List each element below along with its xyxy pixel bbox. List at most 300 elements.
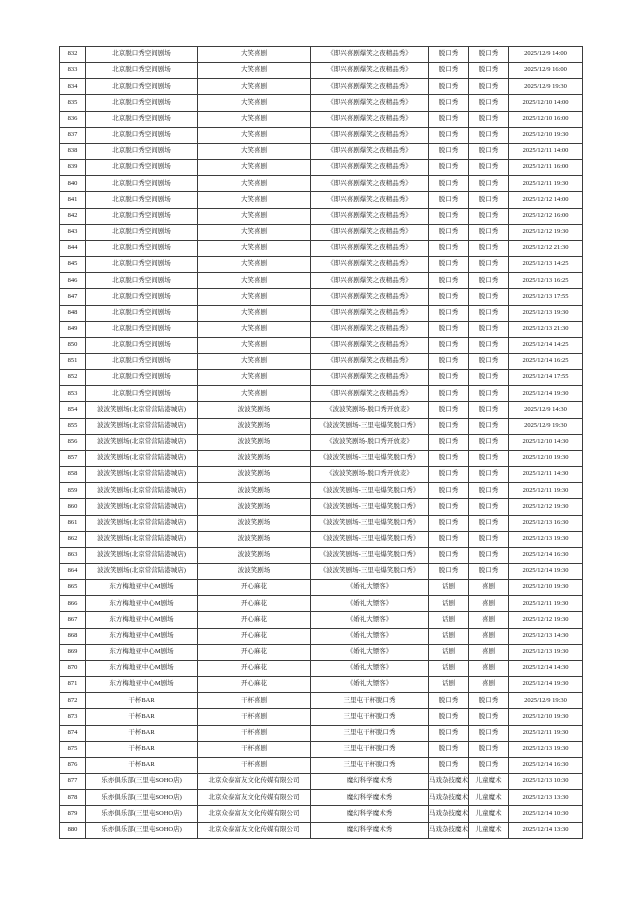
- datetime-cell: 2025/12/14 19:30: [509, 677, 583, 693]
- category-cell: 脱口秀: [429, 192, 469, 208]
- subcategory-cell: 脱口秀: [469, 289, 509, 305]
- subcategory-cell: 脱口秀: [469, 547, 509, 563]
- show-title-cell: 《即兴喜剧爆笑之夜精品秀》: [311, 386, 429, 402]
- subcategory-cell: 脱口秀: [469, 47, 509, 63]
- subcategory-cell: 喜剧: [469, 596, 509, 612]
- troupe-cell: 开心麻花: [198, 596, 311, 612]
- troupe-cell: 大笑喜剧: [198, 63, 311, 79]
- datetime-cell: 2025/12/10 14:30: [509, 434, 583, 450]
- row-number-cell: 862: [60, 531, 86, 547]
- troupe-cell: 干杯喜剧: [198, 741, 311, 757]
- show-title-cell: 《波波笑剧场-三里屯爆笑脱口秀》: [311, 515, 429, 531]
- category-cell: 脱口秀: [429, 725, 469, 741]
- troupe-cell: 开心麻花: [198, 580, 311, 596]
- show-title-cell: 魔幻科学魔术秀: [311, 806, 429, 822]
- table-row: [60, 95, 583, 111]
- category-cell: 脱口秀: [429, 467, 469, 483]
- row-number-cell: 869: [60, 644, 86, 660]
- category-cell: 脱口秀: [429, 450, 469, 466]
- show-title-cell: 《婚礼大镖客》: [311, 596, 429, 612]
- category-cell: 脱口秀: [429, 127, 469, 143]
- show-title-cell: 《波波笑剧场-三里屯爆笑脱口秀》: [311, 483, 429, 499]
- show-title-cell: 《婚礼大镖客》: [311, 677, 429, 693]
- row-number-cell: 849: [60, 321, 86, 337]
- table-row: [60, 370, 583, 386]
- subcategory-cell: 脱口秀: [469, 531, 509, 547]
- subcategory-cell: 儿童魔术: [469, 774, 509, 790]
- row-number-cell: 866: [60, 596, 86, 612]
- venue-cell: 波波笑剧场(北京常营陆港城店): [86, 467, 198, 483]
- row-number-cell: 868: [60, 628, 86, 644]
- subcategory-cell: 脱口秀: [469, 79, 509, 95]
- subcategory-cell: 脱口秀: [469, 192, 509, 208]
- troupe-cell: 大笑喜剧: [198, 208, 311, 224]
- table-row: [60, 208, 583, 224]
- row-number-cell: 856: [60, 434, 86, 450]
- datetime-cell: 2025/12/13 16:30: [509, 515, 583, 531]
- show-title-cell: 《即兴喜剧爆笑之夜精品秀》: [311, 273, 429, 289]
- show-title-cell: 三里屯干杯脱口秀: [311, 757, 429, 773]
- venue-cell: 北京脱口秀空间剧场: [86, 95, 198, 111]
- category-cell: 脱口秀: [429, 693, 469, 709]
- subcategory-cell: 脱口秀: [469, 402, 509, 418]
- category-cell: 脱口秀: [429, 79, 469, 95]
- row-number-cell: 854: [60, 402, 86, 418]
- troupe-cell: 大笑喜剧: [198, 305, 311, 321]
- table-row: [60, 240, 583, 256]
- datetime-cell: 2025/12/13 17:55: [509, 289, 583, 305]
- troupe-cell: 开心麻花: [198, 677, 311, 693]
- row-number-cell: 858: [60, 467, 86, 483]
- table-row: [60, 822, 583, 838]
- subcategory-cell: 脱口秀: [469, 208, 509, 224]
- row-number-cell: 850: [60, 337, 86, 353]
- datetime-cell: 2025/12/10 16:00: [509, 111, 583, 127]
- row-number-cell: 864: [60, 564, 86, 580]
- table-row: [60, 580, 583, 596]
- datetime-cell: 2025/12/13 14:25: [509, 257, 583, 273]
- subcategory-cell: 喜剧: [469, 628, 509, 644]
- troupe-cell: 开心麻花: [198, 628, 311, 644]
- category-cell: 马戏杂技魔术: [429, 822, 469, 838]
- category-cell: 脱口秀: [429, 143, 469, 159]
- table-row: [60, 709, 583, 725]
- troupe-cell: 波波笑剧场: [198, 450, 311, 466]
- show-title-cell: 《即兴喜剧爆笑之夜精品秀》: [311, 257, 429, 273]
- venue-cell: 干杯BAR: [86, 709, 198, 725]
- venue-cell: 北京脱口秀空间剧场: [86, 289, 198, 305]
- row-number-cell: 843: [60, 224, 86, 240]
- show-title-cell: 魔幻科学魔术秀: [311, 774, 429, 790]
- datetime-cell: 2025/12/11 19:30: [509, 483, 583, 499]
- subcategory-cell: 脱口秀: [469, 111, 509, 127]
- venue-cell: 东方梅地亚中心M剧场: [86, 644, 198, 660]
- troupe-cell: 开心麻花: [198, 660, 311, 676]
- table-row: [60, 273, 583, 289]
- subcategory-cell: 儿童魔术: [469, 790, 509, 806]
- subcategory-cell: 脱口秀: [469, 418, 509, 434]
- datetime-cell: 2025/12/11 14:00: [509, 143, 583, 159]
- row-number-cell: 841: [60, 192, 86, 208]
- table-row: [60, 531, 583, 547]
- venue-cell: 北京脱口秀空间剧场: [86, 63, 198, 79]
- show-title-cell: 《婚礼大镖客》: [311, 644, 429, 660]
- row-number-cell: 861: [60, 515, 86, 531]
- datetime-cell: 2025/12/14 19:30: [509, 564, 583, 580]
- row-number-cell: 879: [60, 806, 86, 822]
- show-title-cell: 《波波笑剧场-脱口秀开放麦》: [311, 467, 429, 483]
- troupe-cell: 大笑喜剧: [198, 143, 311, 159]
- venue-cell: 波波笑剧场(北京常营陆港城店): [86, 402, 198, 418]
- row-number-cell: 857: [60, 450, 86, 466]
- category-cell: 脱口秀: [429, 757, 469, 773]
- show-title-cell: 《即兴喜剧爆笑之夜精品秀》: [311, 95, 429, 111]
- troupe-cell: 波波笑剧场: [198, 467, 311, 483]
- row-number-cell: 832: [60, 47, 86, 63]
- table-row: [60, 515, 583, 531]
- category-cell: 脱口秀: [429, 47, 469, 63]
- troupe-cell: 大笑喜剧: [198, 289, 311, 305]
- category-cell: 脱口秀: [429, 176, 469, 192]
- show-title-cell: 《波波笑剧场-三里屯爆笑脱口秀》: [311, 499, 429, 515]
- subcategory-cell: 脱口秀: [469, 483, 509, 499]
- venue-cell: 干杯BAR: [86, 757, 198, 773]
- category-cell: 脱口秀: [429, 240, 469, 256]
- datetime-cell: 2025/12/10 14:00: [509, 95, 583, 111]
- datetime-cell: 2025/12/11 19:30: [509, 725, 583, 741]
- troupe-cell: 干杯喜剧: [198, 709, 311, 725]
- troupe-cell: 波波笑剧场: [198, 547, 311, 563]
- troupe-cell: 大笑喜剧: [198, 127, 311, 143]
- show-title-cell: 《即兴喜剧爆笑之夜精品秀》: [311, 79, 429, 95]
- datetime-cell: 2025/12/12 21:30: [509, 240, 583, 256]
- table-row: [60, 321, 583, 337]
- subcategory-cell: 喜剧: [469, 580, 509, 596]
- row-number-cell: 845: [60, 257, 86, 273]
- category-cell: 脱口秀: [429, 499, 469, 515]
- category-cell: 脱口秀: [429, 402, 469, 418]
- table-row: [60, 434, 583, 450]
- row-number-cell: 855: [60, 418, 86, 434]
- subcategory-cell: 儿童魔术: [469, 806, 509, 822]
- category-cell: 脱口秀: [429, 531, 469, 547]
- show-title-cell: 《即兴喜剧爆笑之夜精品秀》: [311, 289, 429, 305]
- row-number-cell: 837: [60, 127, 86, 143]
- row-number-cell: 853: [60, 386, 86, 402]
- datetime-cell: 2025/12/14 10:30: [509, 806, 583, 822]
- row-number-cell: 878: [60, 790, 86, 806]
- troupe-cell: 北京众泰富友文化传媒有限公司: [198, 790, 311, 806]
- category-cell: 脱口秀: [429, 337, 469, 353]
- category-cell: 脱口秀: [429, 709, 469, 725]
- show-title-cell: 《即兴喜剧爆笑之夜精品秀》: [311, 305, 429, 321]
- subcategory-cell: 脱口秀: [469, 353, 509, 369]
- venue-cell: 北京脱口秀空间剧场: [86, 321, 198, 337]
- subcategory-cell: 喜剧: [469, 644, 509, 660]
- category-cell: 脱口秀: [429, 111, 469, 127]
- category-cell: 脱口秀: [429, 63, 469, 79]
- troupe-cell: 大笑喜剧: [198, 386, 311, 402]
- datetime-cell: 2025/12/11 19:30: [509, 176, 583, 192]
- troupe-cell: 大笑喜剧: [198, 160, 311, 176]
- show-title-cell: 《即兴喜剧爆笑之夜精品秀》: [311, 160, 429, 176]
- venue-cell: 乐亦俱乐部(三里屯SOHO店): [86, 822, 198, 838]
- category-cell: 脱口秀: [429, 289, 469, 305]
- troupe-cell: 波波笑剧场: [198, 515, 311, 531]
- venue-cell: 北京脱口秀空间剧场: [86, 257, 198, 273]
- table-row: [60, 757, 583, 773]
- venue-cell: 北京脱口秀空间剧场: [86, 192, 198, 208]
- datetime-cell: 2025/12/14 19:30: [509, 386, 583, 402]
- datetime-cell: 2025/12/13 19:30: [509, 531, 583, 547]
- troupe-cell: 北京众泰富友文化传媒有限公司: [198, 822, 311, 838]
- table-row: [60, 127, 583, 143]
- subcategory-cell: 脱口秀: [469, 370, 509, 386]
- troupe-cell: 大笑喜剧: [198, 95, 311, 111]
- troupe-cell: 大笑喜剧: [198, 224, 311, 240]
- venue-cell: 波波笑剧场(北京常营陆港城店): [86, 483, 198, 499]
- datetime-cell: 2025/12/10 19:30: [509, 127, 583, 143]
- table-row: [60, 741, 583, 757]
- venue-cell: 乐亦俱乐部(三里屯SOHO店): [86, 806, 198, 822]
- subcategory-cell: 脱口秀: [469, 693, 509, 709]
- table-row: [60, 725, 583, 741]
- datetime-cell: 2025/12/11 14:30: [509, 467, 583, 483]
- category-cell: 脱口秀: [429, 257, 469, 273]
- venue-cell: 东方梅地亚中心M剧场: [86, 612, 198, 628]
- row-number-cell: 875: [60, 741, 86, 757]
- subcategory-cell: 喜剧: [469, 660, 509, 676]
- row-number-cell: 840: [60, 176, 86, 192]
- category-cell: 脱口秀: [429, 418, 469, 434]
- table-row: [60, 483, 583, 499]
- datetime-cell: 2025/12/13 13:30: [509, 790, 583, 806]
- row-number-cell: 880: [60, 822, 86, 838]
- category-cell: 脱口秀: [429, 353, 469, 369]
- show-title-cell: 《即兴喜剧爆笑之夜精品秀》: [311, 224, 429, 240]
- table-row: [60, 564, 583, 580]
- show-title-cell: 《婚礼大镖客》: [311, 660, 429, 676]
- venue-cell: 北京脱口秀空间剧场: [86, 353, 198, 369]
- show-title-cell: 《即兴喜剧爆笑之夜精品秀》: [311, 192, 429, 208]
- show-title-cell: 《婚礼大镖客》: [311, 580, 429, 596]
- row-number-cell: 834: [60, 79, 86, 95]
- datetime-cell: 2025/12/12 19:30: [509, 224, 583, 240]
- row-number-cell: 876: [60, 757, 86, 773]
- subcategory-cell: 脱口秀: [469, 337, 509, 353]
- datetime-cell: 2025/12/14 14:30: [509, 660, 583, 676]
- show-title-cell: 《婚礼大镖客》: [311, 628, 429, 644]
- row-number-cell: 851: [60, 353, 86, 369]
- show-title-cell: 魔幻科学魔术秀: [311, 822, 429, 838]
- row-number-cell: 870: [60, 660, 86, 676]
- show-title-cell: 《婚礼大镖客》: [311, 612, 429, 628]
- troupe-cell: 波波笑剧场: [198, 434, 311, 450]
- venue-cell: 波波笑剧场(北京常营陆港城店): [86, 564, 198, 580]
- subcategory-cell: 脱口秀: [469, 240, 509, 256]
- troupe-cell: 波波笑剧场: [198, 402, 311, 418]
- row-number-cell: 847: [60, 289, 86, 305]
- venue-cell: 北京脱口秀空间剧场: [86, 224, 198, 240]
- row-number-cell: 839: [60, 160, 86, 176]
- row-number-cell: 848: [60, 305, 86, 321]
- venue-cell: 北京脱口秀空间剧场: [86, 386, 198, 402]
- table-row: [60, 450, 583, 466]
- datetime-cell: 2025/12/10 19:30: [509, 709, 583, 725]
- venue-cell: 波波笑剧场(北京常营陆港城店): [86, 515, 198, 531]
- venue-cell: 东方梅地亚中心M剧场: [86, 660, 198, 676]
- category-cell: 话剧: [429, 612, 469, 628]
- table-row: [60, 806, 583, 822]
- subcategory-cell: 脱口秀: [469, 564, 509, 580]
- table-row: [60, 499, 583, 515]
- row-number-cell: 836: [60, 111, 86, 127]
- table-row: [60, 143, 583, 159]
- show-title-cell: 《波波笑剧场-三里屯爆笑脱口秀》: [311, 547, 429, 563]
- datetime-cell: 2025/12/13 19:30: [509, 741, 583, 757]
- subcategory-cell: 脱口秀: [469, 143, 509, 159]
- table-row: [60, 547, 583, 563]
- table-row: [60, 644, 583, 660]
- row-number-cell: 838: [60, 143, 86, 159]
- row-number-cell: 860: [60, 499, 86, 515]
- datetime-cell: 2025/12/10 19:30: [509, 580, 583, 596]
- datetime-cell: 2025/12/12 19:30: [509, 612, 583, 628]
- venue-cell: 乐亦俱乐部(三里屯SOHO店): [86, 774, 198, 790]
- show-title-cell: 三里屯干杯脱口秀: [311, 741, 429, 757]
- show-title-cell: 《即兴喜剧爆笑之夜精品秀》: [311, 47, 429, 63]
- troupe-cell: 大笑喜剧: [198, 176, 311, 192]
- row-number-cell: 859: [60, 483, 86, 499]
- venue-cell: 干杯BAR: [86, 725, 198, 741]
- row-number-cell: 872: [60, 693, 86, 709]
- table-row: [60, 47, 583, 63]
- show-title-cell: 魔幻科学魔术秀: [311, 790, 429, 806]
- category-cell: 脱口秀: [429, 160, 469, 176]
- subcategory-cell: 脱口秀: [469, 741, 509, 757]
- venue-cell: 东方梅地亚中心M剧场: [86, 580, 198, 596]
- row-number-cell: 865: [60, 580, 86, 596]
- venue-cell: 北京脱口秀空间剧场: [86, 273, 198, 289]
- table-row: [60, 111, 583, 127]
- category-cell: 脱口秀: [429, 515, 469, 531]
- subcategory-cell: 脱口秀: [469, 273, 509, 289]
- row-number-cell: 871: [60, 677, 86, 693]
- show-title-cell: 《即兴喜剧爆笑之夜精品秀》: [311, 208, 429, 224]
- show-title-cell: 《即兴喜剧爆笑之夜精品秀》: [311, 353, 429, 369]
- venue-cell: 北京脱口秀空间剧场: [86, 370, 198, 386]
- datetime-cell: 2025/12/14 16:25: [509, 353, 583, 369]
- troupe-cell: 干杯喜剧: [198, 725, 311, 741]
- subcategory-cell: 脱口秀: [469, 224, 509, 240]
- venue-cell: 东方梅地亚中心M剧场: [86, 628, 198, 644]
- venue-cell: 乐亦俱乐部(三里屯SOHO店): [86, 790, 198, 806]
- show-title-cell: 《即兴喜剧爆笑之夜精品秀》: [311, 337, 429, 353]
- table-row: [60, 176, 583, 192]
- venue-cell: 干杯BAR: [86, 693, 198, 709]
- troupe-cell: 大笑喜剧: [198, 79, 311, 95]
- troupe-cell: 干杯喜剧: [198, 757, 311, 773]
- show-title-cell: 《波波笑剧场-三里屯爆笑脱口秀》: [311, 531, 429, 547]
- table-row: [60, 386, 583, 402]
- troupe-cell: 波波笑剧场: [198, 499, 311, 515]
- troupe-cell: 大笑喜剧: [198, 337, 311, 353]
- row-number-cell: 877: [60, 774, 86, 790]
- category-cell: 脱口秀: [429, 741, 469, 757]
- troupe-cell: 大笑喜剧: [198, 111, 311, 127]
- troupe-cell: 大笑喜剧: [198, 321, 311, 337]
- datetime-cell: 2025/12/13 14:30: [509, 628, 583, 644]
- show-title-cell: 《即兴喜剧爆笑之夜精品秀》: [311, 143, 429, 159]
- category-cell: 脱口秀: [429, 547, 469, 563]
- table-row: [60, 467, 583, 483]
- show-title-cell: 三里屯干杯脱口秀: [311, 725, 429, 741]
- category-cell: 脱口秀: [429, 208, 469, 224]
- troupe-cell: 大笑喜剧: [198, 47, 311, 63]
- troupe-cell: 波波笑剧场: [198, 564, 311, 580]
- category-cell: 马戏杂技魔术: [429, 806, 469, 822]
- category-cell: 脱口秀: [429, 386, 469, 402]
- row-number-cell: 863: [60, 547, 86, 563]
- datetime-cell: 2025/12/13 19:30: [509, 305, 583, 321]
- category-cell: 脱口秀: [429, 370, 469, 386]
- table-row: [60, 289, 583, 305]
- table-row: [60, 628, 583, 644]
- row-number-cell: 833: [60, 63, 86, 79]
- venue-cell: 干杯BAR: [86, 741, 198, 757]
- category-cell: 脱口秀: [429, 95, 469, 111]
- subcategory-cell: 脱口秀: [469, 757, 509, 773]
- venue-cell: 东方梅地亚中心M剧场: [86, 677, 198, 693]
- show-title-cell: 《即兴喜剧爆笑之夜精品秀》: [311, 127, 429, 143]
- venue-cell: 波波笑剧场(北京常营陆港城店): [86, 499, 198, 515]
- datetime-cell: 2025/12/14 14:25: [509, 337, 583, 353]
- table-row: [60, 353, 583, 369]
- datetime-cell: 2025/12/11 19:30: [509, 596, 583, 612]
- table-row: [60, 402, 583, 418]
- datetime-cell: 2025/12/9 19:30: [509, 418, 583, 434]
- venue-cell: 北京脱口秀空间剧场: [86, 305, 198, 321]
- show-title-cell: 《即兴喜剧爆笑之夜精品秀》: [311, 370, 429, 386]
- show-title-cell: 《波波笑剧场-脱口秀开放麦》: [311, 402, 429, 418]
- datetime-cell: 2025/12/14 13:30: [509, 822, 583, 838]
- venue-cell: 波波笑剧场(北京常营陆港城店): [86, 531, 198, 547]
- category-cell: 脱口秀: [429, 483, 469, 499]
- venue-cell: 北京脱口秀空间剧场: [86, 176, 198, 192]
- show-title-cell: 《即兴喜剧爆笑之夜精品秀》: [311, 321, 429, 337]
- subcategory-cell: 脱口秀: [469, 321, 509, 337]
- category-cell: 马戏杂技魔术: [429, 790, 469, 806]
- schedule-table: [59, 46, 583, 839]
- show-title-cell: 《波波笑剧场-三里屯爆笑脱口秀》: [311, 564, 429, 580]
- troupe-cell: 干杯喜剧: [198, 693, 311, 709]
- subcategory-cell: 脱口秀: [469, 160, 509, 176]
- table-row: [60, 192, 583, 208]
- troupe-cell: 大笑喜剧: [198, 240, 311, 256]
- troupe-cell: 大笑喜剧: [198, 353, 311, 369]
- subcategory-cell: 脱口秀: [469, 499, 509, 515]
- show-title-cell: 《波波笑剧场-三里屯爆笑脱口秀》: [311, 418, 429, 434]
- datetime-cell: 2025/12/9 14:00: [509, 47, 583, 63]
- subcategory-cell: 脱口秀: [469, 95, 509, 111]
- datetime-cell: 2025/12/11 16:00: [509, 160, 583, 176]
- row-number-cell: 874: [60, 725, 86, 741]
- category-cell: 脱口秀: [429, 564, 469, 580]
- venue-cell: 波波笑剧场(北京常营陆港城店): [86, 418, 198, 434]
- venue-cell: 北京脱口秀空间剧场: [86, 111, 198, 127]
- datetime-cell: 2025/12/12 16:00: [509, 208, 583, 224]
- venue-cell: 北京脱口秀空间剧场: [86, 337, 198, 353]
